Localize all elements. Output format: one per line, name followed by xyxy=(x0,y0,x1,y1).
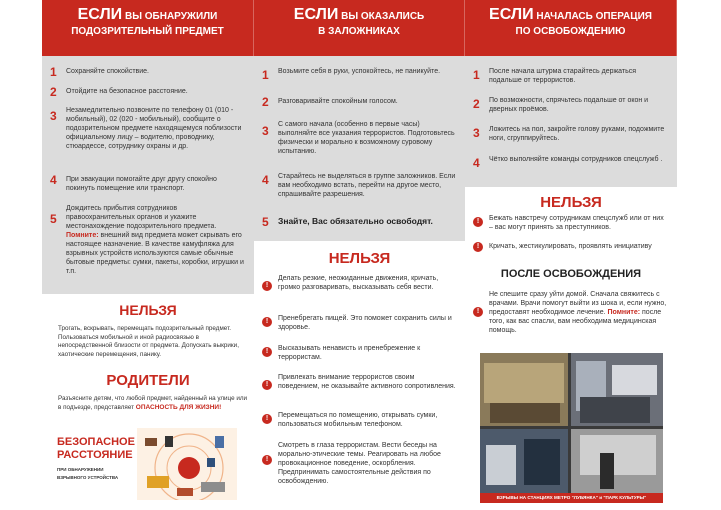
nelzya-text-1: Трогать, вскрывать, перемещать подозрительный предмет. Пользоваться мобильной и иной радиосвязью в непосредственной близости от предмета. Допускать выкрики, хаотические перемещения, панику. xyxy=(58,325,239,358)
list-item xyxy=(50,106,246,151)
step-text: Незамедлительно позвоните по телефону 01 (010 - мобильный), 02 (020 - мобильный), сообщите о подозрительном предмете находящемуся поблизости официальному лицу – водителю, проводнику, стюардессе, сотруднику охраны и др. xyxy=(66,107,242,150)
nelzya-text: Привлекать внимание террористов своим поведением, не оказывайте активного сопротивления. xyxy=(278,374,456,390)
warning-icon: ! xyxy=(473,242,483,252)
nelzya-text: Кричать, жестикулировать, проявлять инициативу xyxy=(489,243,652,250)
photo-caption: ВЗРЫВЫ НА СТАНЦИЯХ МЕТРО "ЛУБЯНКА" и "ПАРК КУЛЬТУРЫ" xyxy=(496,495,647,500)
parents-title: РОДИТЕЛИ xyxy=(106,372,190,389)
warning-icon: ! xyxy=(262,281,272,291)
column-rescue xyxy=(465,0,677,56)
nelzya-item xyxy=(473,214,669,232)
list-item xyxy=(262,97,457,108)
list-item xyxy=(50,87,246,98)
warning-icon: ! xyxy=(262,347,272,357)
warning-icon: ! xyxy=(262,455,272,465)
warning-icon: ! xyxy=(262,380,272,390)
step-number: 1 xyxy=(262,68,269,82)
nelzya-text: Смотреть в глаза террористам. Вести беседы на морально-этические темы. Реагировать на любое провокационное поведение, оскорбления. Предпринимать самостоятельные действия по освобождению. xyxy=(278,442,441,485)
step-number: 2 xyxy=(50,85,57,99)
nelzya-text: Делать резкие, неожиданные движения, кричать, громко разговаривать, высказывать себя вести. xyxy=(278,275,439,291)
header-line2: В ЗАЛОЖНИКАХ xyxy=(318,26,400,37)
step-number: 3 xyxy=(262,124,269,138)
safe-distance-title xyxy=(57,436,135,462)
safe-sub-2: ВЗРЫВНОГО УСТРОЙСТВА xyxy=(57,475,119,480)
distance-illustration xyxy=(137,428,237,500)
header-hostages xyxy=(254,0,465,56)
safe-title-2: РАССТОЯНИЕ xyxy=(57,449,133,461)
nelzya-item xyxy=(262,314,457,332)
list-item xyxy=(473,96,669,114)
after-release-item xyxy=(473,290,669,335)
step-number: 2 xyxy=(262,95,269,109)
safe-distance-sub xyxy=(57,466,118,482)
remember-text: внешний вид предмета может скрывать его настоящее назначение. В качестве камуфляжа для взрывных устройств используются самые обычные бытовые предметы: сумки, пакеты, коробки, игрушки и т.п. xyxy=(66,232,244,275)
nelzya-text: Перемещаться по помещению, открывать сумки, пользоваться мобильным телефоном. xyxy=(278,412,438,428)
after-release-text xyxy=(489,290,669,335)
step-number: 5 xyxy=(262,215,269,229)
header-if-word: ЕСЛИ xyxy=(489,6,534,23)
warning-icon: ! xyxy=(473,217,483,227)
nelzya-item xyxy=(262,411,457,429)
step-text: Отойдите на безопасное расстояние. xyxy=(66,88,188,95)
header-line2: ПО ОСВОБОЖДЕНИЮ xyxy=(515,26,626,37)
header-rest: НАЧАЛАСЬ ОПЕРАЦИЯ xyxy=(533,11,652,22)
step-number: 4 xyxy=(262,173,269,187)
header-rescue xyxy=(465,0,677,56)
header-if-word: ЕСЛИ xyxy=(77,6,123,23)
step-text: Сохраняйте спокойствие. xyxy=(66,68,149,75)
step-text: После начала штурма старайтесь держаться подальше от террористов. xyxy=(489,68,637,84)
warning-icon: ! xyxy=(262,414,272,424)
nelzya-title-1: НЕЛЬЗЯ xyxy=(119,302,177,318)
step-text: С самого начала (особенно в первые часы) выполняйте все указания террористов. Подготовьтесь физически и морально к возможному суровому испытанию. xyxy=(278,121,455,155)
step-text: Чётко выполняйте команды сотрудников спецслужб . xyxy=(489,156,663,163)
column-hostages xyxy=(254,0,465,56)
after-release-title: ПОСЛЕ ОСВОБОЖДЕНИЯ xyxy=(500,268,642,280)
step-text: Старайтесь не выделяться в группе заложников. Если вам необходимо встать, перейти на другое место, спрашивайте разрешения. xyxy=(278,173,456,198)
warning-icon: ! xyxy=(262,317,272,327)
nelzya-item xyxy=(262,441,457,486)
step-number: 3 xyxy=(50,109,57,123)
after-text-tail: после того, как вас спасли, вам необходима медицинская помощь. xyxy=(489,309,662,334)
header-line2: ПОДОЗРИТЕЛЬНЫЙ ПРЕДМЕТ xyxy=(71,26,224,37)
nelzya-text: Высказывать ненависть и пренебрежение к террористам. xyxy=(278,345,421,361)
step-number: 4 xyxy=(473,156,480,170)
nelzya-text: Бежать навстречу сотрудникам спецслужб или от них – вас могут принять за преступников. xyxy=(489,215,664,231)
list-item xyxy=(50,175,246,193)
step-number: 2 xyxy=(473,97,480,111)
list-item xyxy=(473,125,669,143)
list-item xyxy=(262,217,457,228)
parents-text-main: Разъясните детям, что любой предмет, найденный на улице или в подъезде, представляет xyxy=(58,395,248,411)
safe-sub-1: ПРИ ОБНАРУЖЕНИИ xyxy=(57,467,104,472)
header-if-word: ЕСЛИ xyxy=(293,6,339,23)
step-number: 3 xyxy=(473,126,480,140)
header-suspicious-object xyxy=(42,0,254,56)
list-item xyxy=(262,67,457,81)
safe-title-1: БЕЗОПАСНОЕ xyxy=(57,436,135,448)
list-item xyxy=(50,204,246,276)
nelzya-item xyxy=(262,373,457,391)
nelzya-title-2: НЕЛЬЗЯ xyxy=(328,250,391,267)
step-text-main: Дождитесь прибытия сотрудников правоохранительных органов и укажите местонахождение подозрительного предмета. xyxy=(66,205,217,230)
list-item xyxy=(262,120,457,156)
step-text: По возможности, спрячьтесь подальше от окон и дверных проёмов. xyxy=(489,97,649,113)
step-number: 1 xyxy=(50,65,57,79)
warning-icon: ! xyxy=(473,307,483,317)
parents-text xyxy=(58,395,248,412)
after-remember-label: Помните: xyxy=(607,309,641,316)
step-text: Разговаривайте спокойным голосом. xyxy=(278,98,398,105)
column-suspicious-object xyxy=(42,0,254,56)
nelzya-text: Пренебрегать пищей. Это поможет сохранить силы и здоровье. xyxy=(278,315,452,331)
nelzya-item xyxy=(262,274,457,292)
step-text: Ложитесь на пол, закройте голову руками, подожмите ноги, сгруппируйтесь. xyxy=(489,126,665,142)
remember-label: Помните: xyxy=(66,232,99,239)
step-number: 1 xyxy=(473,68,480,82)
after-text-main: Не спешите сразу уйти домой. Сначала свяжитесь с врачами. Врачи помогут выйти из шока и, если нужно, предоставят необходимое лечение. xyxy=(489,291,667,316)
header-rest: ВЫ ОБНАРУЖИЛИ xyxy=(122,11,218,22)
list-item xyxy=(262,172,457,199)
list-item xyxy=(50,67,246,78)
header-rest: ВЫ ОКАЗАЛИСЬ xyxy=(338,11,425,22)
step-text: Возьмите себя в руки, успокойтесь, не паникуйте. xyxy=(278,68,441,75)
nelzya-item xyxy=(262,344,457,362)
step-number: 4 xyxy=(50,173,57,187)
list-item xyxy=(473,67,669,85)
step-text xyxy=(66,204,246,276)
metro-photo-collage xyxy=(480,353,663,503)
step-text: При эвакуации помогайте друг другу спокойно покинуть помещение или транспорт. xyxy=(66,176,217,192)
parents-danger: ОПАСНОСТЬ ДЛЯ ЖИЗНИ! xyxy=(135,403,222,411)
list-item xyxy=(473,155,669,169)
nelzya-title-3: НЕЛЬЗЯ xyxy=(540,194,602,211)
step-number: 5 xyxy=(50,212,57,226)
nelzya-item xyxy=(473,242,669,252)
step-text: Знайте, Вас обязательно освободят. xyxy=(278,216,433,226)
